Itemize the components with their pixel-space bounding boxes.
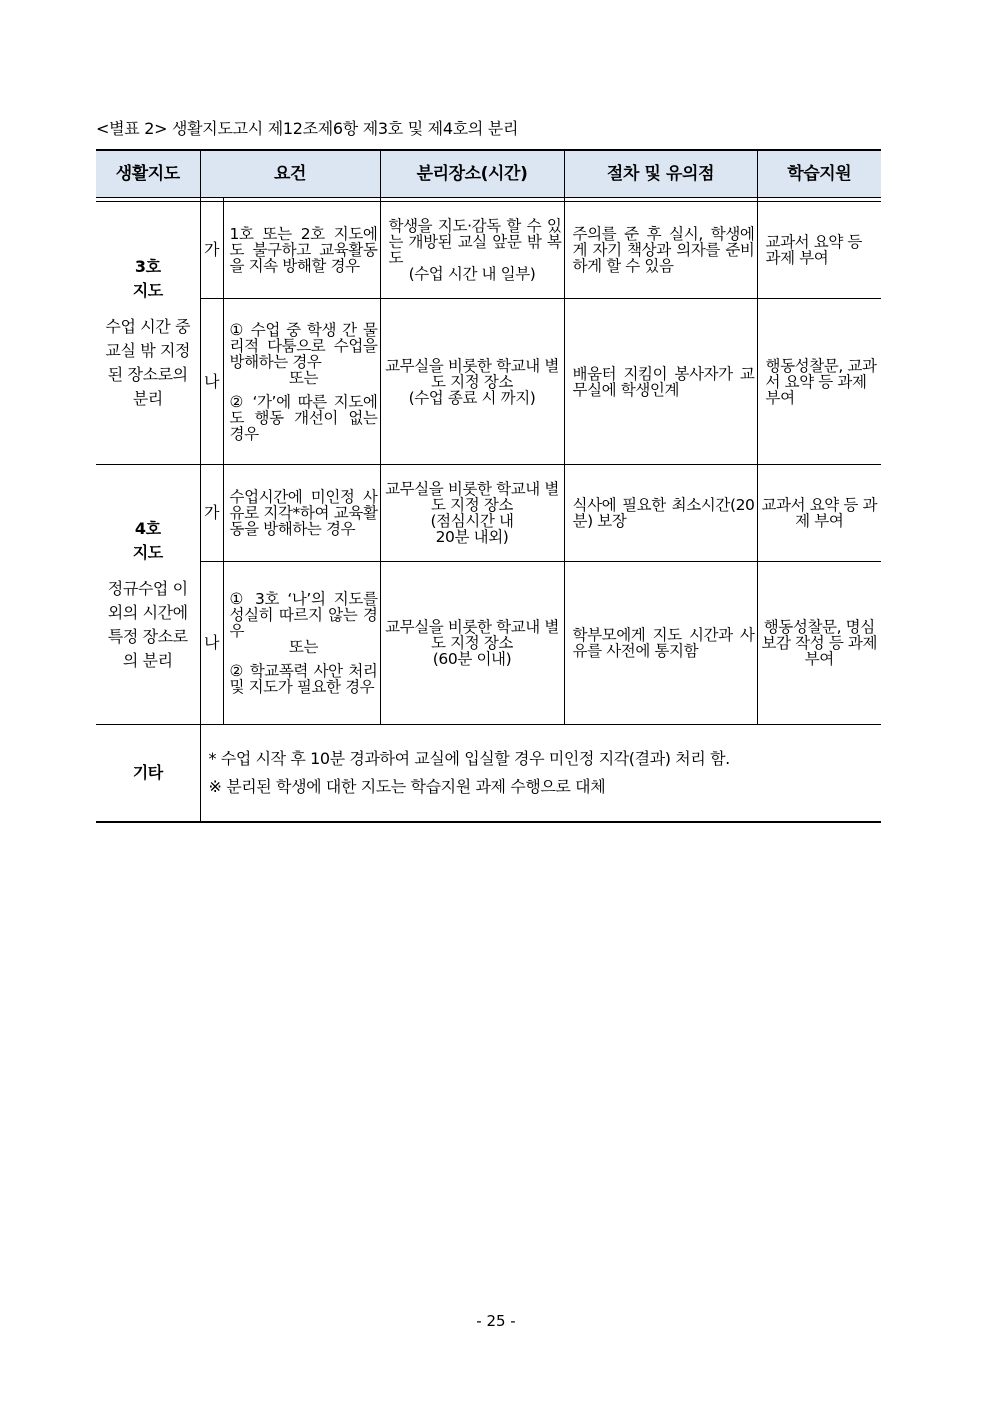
location-cell xyxy=(380,465,564,562)
procedure-cell: 배움터 지킴이 봉사자가 교무실에 학생인계 xyxy=(564,299,757,465)
table-row xyxy=(96,299,881,465)
separation-table xyxy=(96,149,881,823)
requirement-cell xyxy=(223,562,380,725)
header-guidance: 생활지도 xyxy=(96,150,200,198)
table-row xyxy=(96,202,881,299)
requirement-text: ② 학교폭력 사안 처리 및 지도가 필요한 경우 xyxy=(229,662,378,696)
etc-note: ※ 분리된 학생에 대한 지도는 학습지원 과제 수행으로 대체 xyxy=(208,776,606,796)
sub-label: 나 xyxy=(200,562,223,725)
header-requirement: 요건 xyxy=(200,150,380,198)
sub-label: 가 xyxy=(200,202,223,299)
etc-notes xyxy=(200,725,881,822)
procedure-cell: 학부모에게 지도 시간과 사유를 사전에 통지함 xyxy=(564,562,757,725)
procedure-cell: 주의를 준 후 실시, 학생에게 자기 책상과 의자를 준비하게 할 수 있음 xyxy=(564,202,757,299)
requirement-or: 또는 xyxy=(288,638,319,656)
location-time: (점심시간 내 xyxy=(430,512,514,530)
table-caption: <별표 2> 생활지도고시 제12조제6항 제3호 및 제4호의 분리 xyxy=(96,119,519,138)
sub-label: 가 xyxy=(200,465,223,562)
etc-label: 기타 xyxy=(96,725,200,822)
location-time: (수업 시간 내 일부) xyxy=(408,265,536,283)
location-text: 학생을 지도·감독 할 수 있는 개방된 교실 앞문 밖 복도 xyxy=(388,217,562,267)
group-3-cell xyxy=(96,202,200,465)
requirement-cell xyxy=(223,202,380,299)
group-description: 정규수업 이외의 시간에 특정 장소로의 분리 xyxy=(107,578,188,670)
requirement-text: 수업시간에 미인정 사유로 지각*하여 교육활동을 방해하는 경우 xyxy=(229,488,378,538)
etc-row xyxy=(96,725,881,822)
header-location: 분리장소(시간) xyxy=(380,150,564,198)
table-row xyxy=(96,465,881,562)
etc-note: * 수업 시작 후 10분 경과하여 교실에 입실할 경우 미인정 지각(결과) 처리 함. xyxy=(208,748,730,768)
support-cell: 교과서 요약 등 과제 부여 xyxy=(757,202,881,299)
support-cell: 행동성찰문, 교과서 요약 등 과제 부여 xyxy=(757,299,881,465)
location-cell xyxy=(380,202,564,299)
header-procedure: 절차 및 유의점 xyxy=(564,150,757,198)
location-cell xyxy=(380,562,564,725)
support-cell: 교과서 요약 등 과제 부여 xyxy=(757,465,881,562)
header-support: 학습지원 xyxy=(757,150,881,198)
group-4-cell xyxy=(96,465,200,725)
location-text: 교무실을 비롯한 학교내 별도 지정 장소 xyxy=(385,480,559,514)
location-cell xyxy=(380,299,564,465)
location-time: (60분 이내) xyxy=(432,650,512,668)
support-cell: 행동성찰문, 명심보감 작성 등 과제 부여 xyxy=(757,562,881,725)
group-description: 수업 시간 중 교실 밖 지정된 장소로의 분리 xyxy=(105,317,191,408)
requirement-cell xyxy=(223,299,380,465)
location-time: 20분 내외) xyxy=(435,528,509,546)
requirement-or: 또는 xyxy=(288,368,319,387)
location-text: 교무실을 비롯한 학교내 별도 지정 장소 xyxy=(385,356,559,391)
requirement-text: ② ‘가’에 따른 지도에도 행동 개선이 없는 경우 xyxy=(229,392,378,443)
group-code: 3호 지도 xyxy=(132,257,163,300)
table-row xyxy=(96,562,881,725)
location-time: (수업 종료 시 까지) xyxy=(408,388,536,407)
sub-label: 나 xyxy=(200,299,223,465)
header-row xyxy=(96,150,881,198)
location-text: 교무실을 비롯한 학교내 별도 지정 장소 xyxy=(385,618,559,652)
group-code: 4호 지도 xyxy=(132,518,163,562)
page-number: - 25 - xyxy=(476,1312,516,1330)
procedure-cell: 식사에 필요한 최소시간(20분) 보장 xyxy=(564,465,757,562)
requirement-text: ① 3호 ‘나’의 지도를 성실히 따르지 않는 경우 xyxy=(229,590,378,640)
requirement-cell xyxy=(223,465,380,562)
requirement-text: 1호 또는 2호 지도에도 불구하고 교육활동을 지속 방해할 경우 xyxy=(229,225,378,275)
requirement-text: ① 수업 중 학생 간 물리적 다툼으로 수업을 방해하는 경우 xyxy=(229,320,378,371)
